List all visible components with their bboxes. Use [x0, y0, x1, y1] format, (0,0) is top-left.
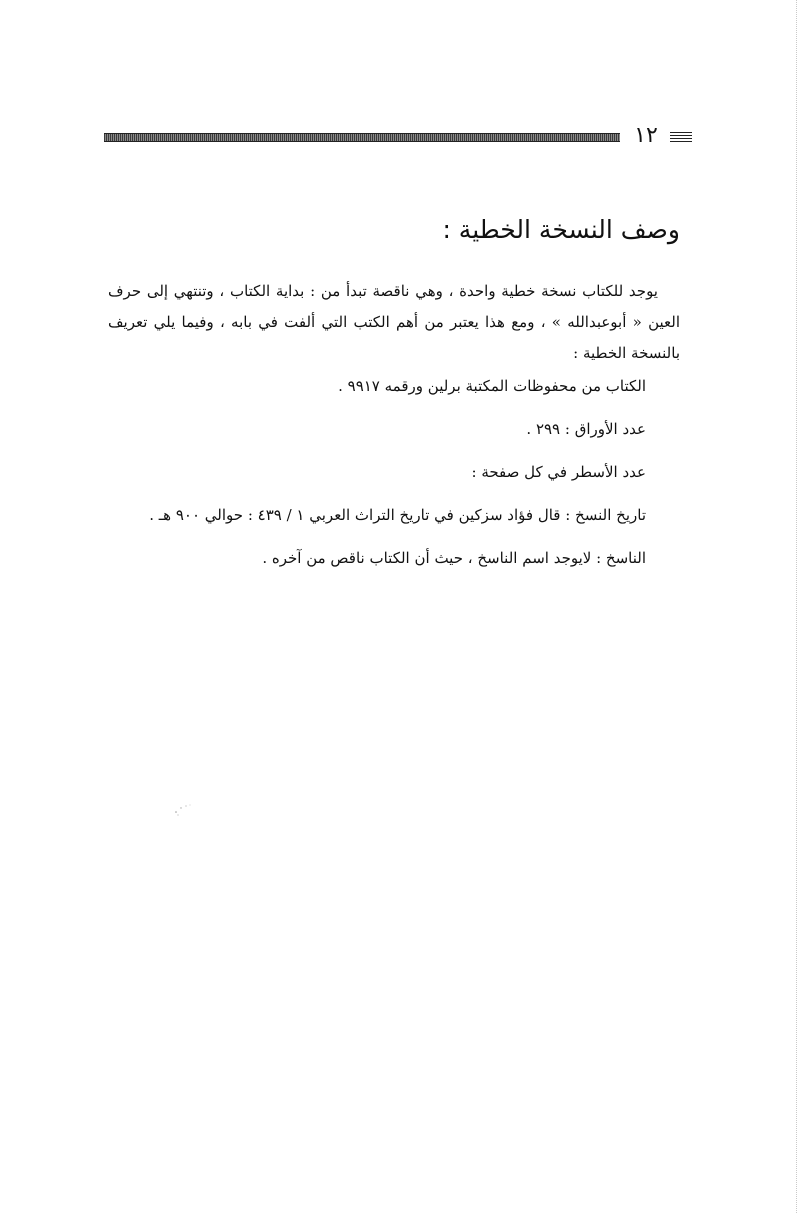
detail-copy-date: تاريخ النسخ : قال فؤاد سزكين في تاريخ التراث العربي ١ / ٤٣٩ : حوالي ٩٠٠ هـ . — [149, 506, 646, 524]
header-ornament — [670, 131, 692, 142]
page-header — [104, 124, 692, 150]
manuscript-details — [108, 375, 680, 569]
detail-lines-per-page: عدد الأسطر في كل صفحة : — [471, 463, 646, 481]
header-rule — [104, 133, 620, 142]
page-number: ١٢ — [634, 123, 658, 148]
detail-copyist: الناسخ : لايوجد اسم الناسخ ، حيث أن الكتاب ناقص من آخره . — [262, 549, 646, 567]
scan-speck — [172, 800, 196, 818]
section-title: وصف النسخة الخطية : — [442, 215, 680, 244]
scan-edge — [796, 0, 797, 1213]
detail-library-number: الكتاب من محفوظات المكتبة برلين ورقمه ٩٩١٧ . — [338, 377, 646, 395]
detail-leaf-count: عدد الأوراق : ٢٩٩ . — [526, 420, 646, 438]
intro-paragraph: يوجد للكتاب نسخة خطية واحدة ، وهي ناقصة تبدأ من : بداية الكتاب ، وتنتهي إلى حرف العين « أبوعبدالله » ، ومع هذا يعتبر من أهم الكتب التي ألفت في بابه ، وفيما يلي تعريف بالنسخة الخطية : — [108, 282, 680, 362]
page-content — [108, 212, 680, 590]
